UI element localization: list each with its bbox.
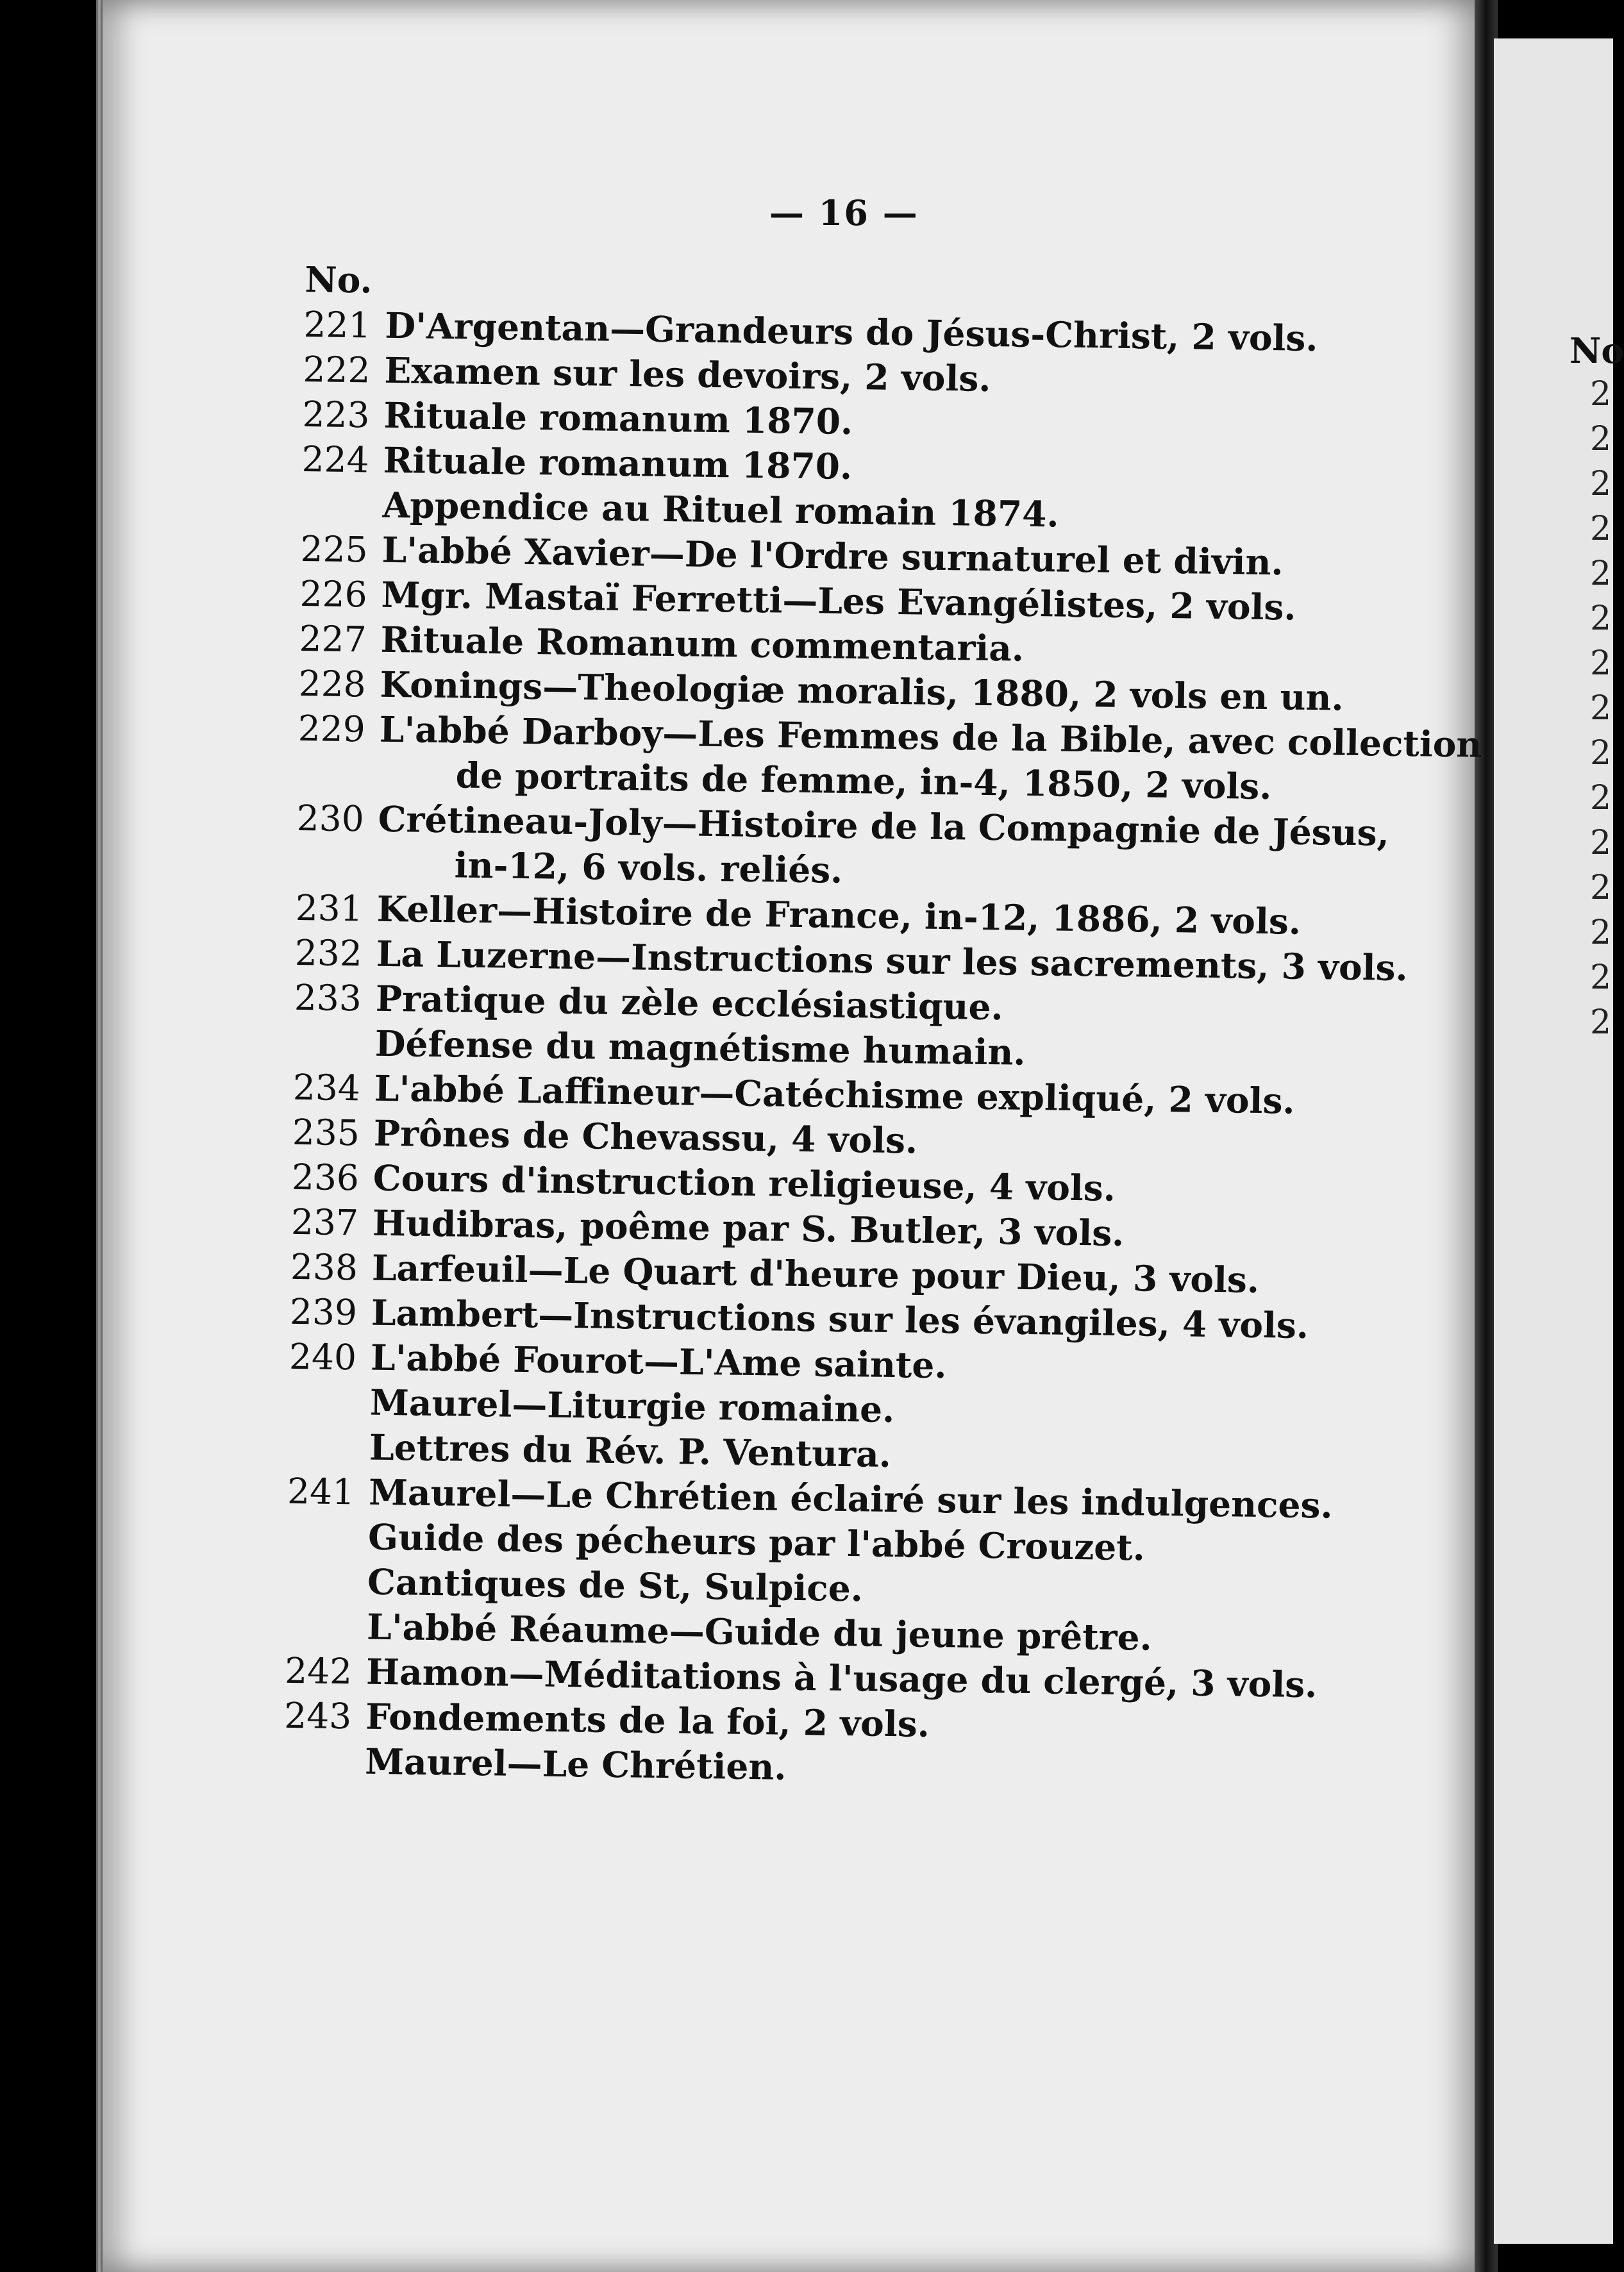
entry-number: 233 <box>294 976 362 1019</box>
entry-number <box>240 1423 370 1470</box>
entry-text: Lambert—Instructions sur les évangiles, 4 vols. <box>371 1291 1309 1347</box>
facing-page-number: 2 <box>1590 644 1612 683</box>
catalog-list <box>235 256 1482 1798</box>
entry-text: Maurel—Liturgie romaine. <box>369 1381 895 1431</box>
entry-number: 231 <box>295 887 364 930</box>
page-number: — 16 — <box>769 192 919 233</box>
entry-number <box>249 750 379 797</box>
entry-text: L'abbé Laffineur—Catéchisme expliqué, 2 vols. <box>374 1067 1296 1122</box>
entry-text: Prônes de Chevassu, 4 vols. <box>373 1112 918 1162</box>
entry-number: 241 <box>287 1470 355 1513</box>
entry-number <box>237 1603 367 1650</box>
facing-page-number: 2 <box>1590 465 1612 503</box>
entry-text: Rituale romanum 1870. <box>383 394 853 443</box>
entry-number: 232 <box>294 931 363 974</box>
entry-number: 224 <box>301 439 370 481</box>
entry-number <box>247 840 378 887</box>
entry-text: Keller—Histoire de France, in-12, 1886, 2 vols. <box>376 887 1302 942</box>
entry-number: 229 <box>297 707 366 750</box>
entry-text: L'abbé Fourot—L'Ame sainte. <box>370 1336 947 1387</box>
entry-text: Crétineau-Joly—Histoire de la Compagnie de Jésus, <box>378 798 1390 854</box>
facing-page-number: 2 <box>1590 510 1612 548</box>
entry-text: Larfeuil—Le Quart d'heure pour Dieu, 3 vols. <box>371 1246 1260 1301</box>
facing-page-number: 2 <box>1590 869 1612 907</box>
facing-page-number: 2 <box>1590 420 1612 458</box>
entry-text: Appendice au Rituel romain 1874. <box>382 483 1060 535</box>
entry-text: Konings—Theologiæ moralis, 1880, 2 vols en un. <box>380 663 1344 719</box>
facing-page-numbers <box>1590 375 1616 1048</box>
entry-number: 226 <box>299 572 368 615</box>
facing-page-number: 2 <box>1590 779 1612 817</box>
entry-number: 239 <box>289 1291 358 1333</box>
entry-text: La Luzerne—Instructions sur les sacrements, 3 vols. <box>376 932 1409 989</box>
entry-text: de portraits de femme, in-4, 1850, 2 vols. <box>455 754 1272 808</box>
entry-text: Défense du magnétisme humain. <box>374 1022 1026 1073</box>
entry-text: Hudibras, poême par S. Butler, 3 vols. <box>372 1201 1125 1255</box>
facing-page-number: 2 <box>1590 375 1612 413</box>
entry-number <box>235 1737 365 1784</box>
entry-number: 228 <box>298 662 367 705</box>
column-header: No. <box>305 258 373 301</box>
entry-text: Pratique du zèle ecclésiastique. <box>375 977 1004 1028</box>
entry-text: Rituale romanum 1870. <box>383 439 853 488</box>
entry-number <box>253 481 383 528</box>
facing-page-number: 2 <box>1590 734 1612 773</box>
entry-text: Fondements de la foi, 2 vols. <box>365 1695 930 1745</box>
entry-number: 227 <box>299 617 367 660</box>
entry-text: in-12, 6 vols. reliés. <box>454 844 843 891</box>
facing-page-number: 2 <box>1590 599 1612 638</box>
entry-text: Maurel—Le Chrétien. <box>364 1740 787 1788</box>
entry-number: 236 <box>291 1156 360 1199</box>
entry-number <box>239 1513 369 1560</box>
facing-page-header: No <box>1570 330 1624 371</box>
entry-number <box>238 1558 368 1605</box>
facing-page-number: 2 <box>1590 555 1612 593</box>
entry-number: 221 <box>303 304 371 346</box>
entry-text: L'abbé Darboy—Les Femmes de la Bible, avec collection <box>379 708 1482 765</box>
entry-number: 240 <box>289 1335 357 1378</box>
facing-page-number: 2 <box>1590 958 1612 997</box>
entry-number: 234 <box>292 1066 361 1109</box>
entry-text: L'abbé Xavier—De l'Ordre surnaturel et divin. <box>381 528 1284 583</box>
entry-text: Examen sur les devoirs, 2 vols. <box>384 349 991 400</box>
entry-number: 225 <box>300 528 369 571</box>
entry-number <box>245 1019 375 1066</box>
entry-text: Lettres du Rév. P. Ventura. <box>369 1426 892 1475</box>
entry-text: Cours d'instruction religieuse, 4 vols. <box>373 1157 1116 1209</box>
entry-number: 235 <box>292 1111 360 1154</box>
entry-text: D'Argentan—Grandeurs do Jésus-Christ, 2 vols. <box>385 304 1319 360</box>
entry-number <box>240 1378 371 1425</box>
facing-page <box>1494 38 1624 2244</box>
facing-page-number: 2 <box>1590 914 1612 952</box>
facing-page-number: 2 <box>1590 689 1612 728</box>
entry-text: Guide des pécheurs par l'abbé Crouzet. <box>367 1516 1146 1569</box>
entry-text: Cantiques de St, Sulpice. <box>367 1560 864 1610</box>
entry-text: Maurel—Le Chrétien éclairé sur les indulgences. <box>368 1471 1334 1526</box>
entry-number: 230 <box>296 797 365 840</box>
facing-page-number: 2 <box>1590 1003 1612 1042</box>
entry-text: Hamon—Méditations à l'usage du clergé, 3 vols. <box>365 1650 1318 1706</box>
entry-number: 242 <box>284 1650 353 1692</box>
facing-page-number: 2 <box>1590 824 1612 862</box>
entry-text: Rituale Romanum commentaria. <box>380 618 1025 669</box>
entry-number: 237 <box>290 1201 359 1244</box>
entry-number: 238 <box>290 1246 358 1289</box>
entry-number: 223 <box>302 394 371 436</box>
entry-number: 222 <box>303 349 371 391</box>
entry-text: L'abbé Réaume—Guide du jeune prêtre. <box>366 1605 1153 1658</box>
entry-number: 243 <box>283 1694 352 1737</box>
entry-text: Mgr. Mastaï Ferretti—Les Evangélistes, 2 vols. <box>381 573 1297 628</box>
